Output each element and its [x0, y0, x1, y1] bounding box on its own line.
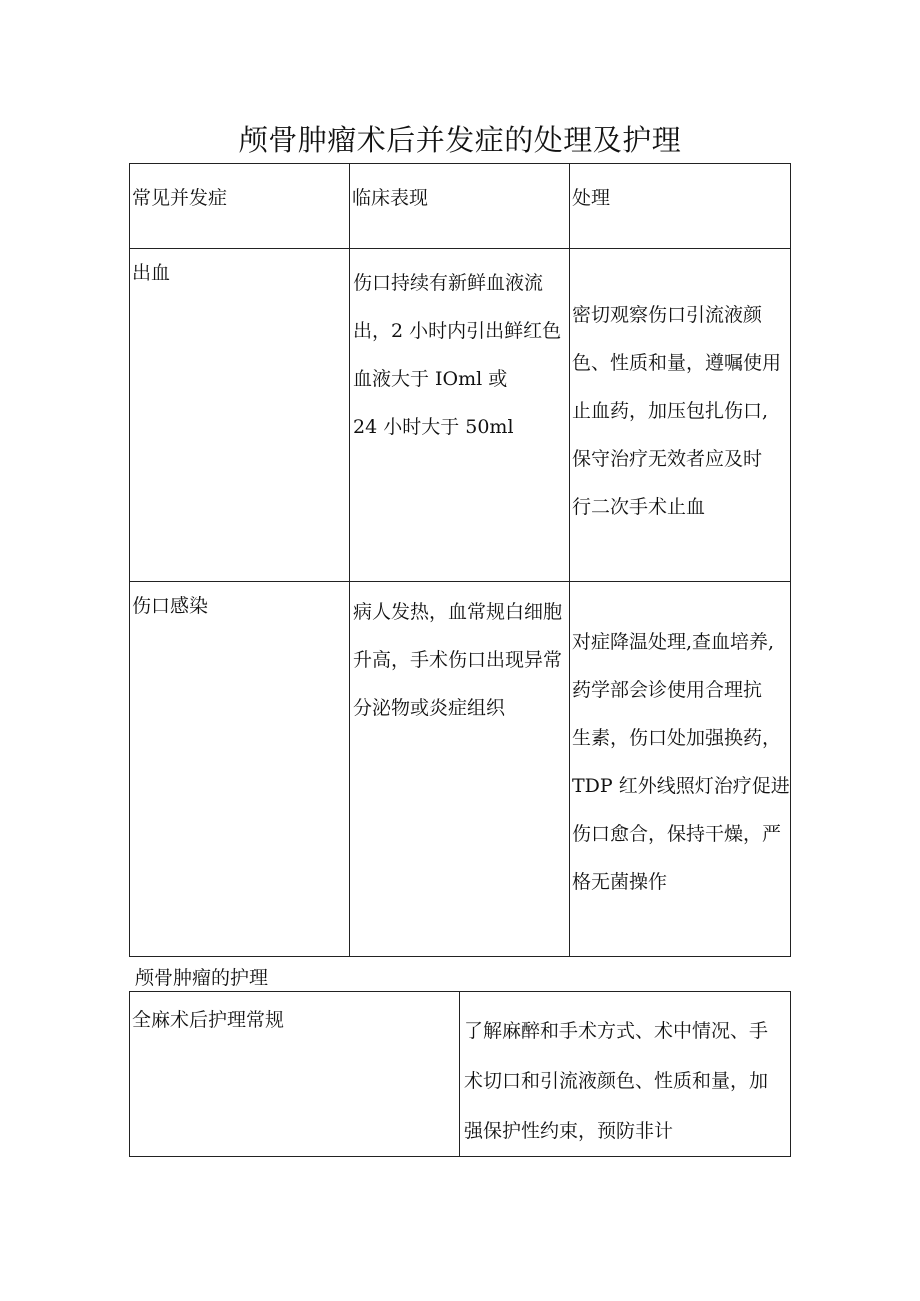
nursing-row	[130, 992, 791, 1157]
symptom-line: 24 小时大于 50ml	[353, 416, 514, 438]
symptoms-cell	[350, 249, 570, 582]
complication-name: 出血	[130, 249, 350, 582]
nursing-section-title: 颅骨肿瘤的护理	[135, 967, 269, 989]
treatment-line: TDP 红外线照灯治疗促进	[572, 775, 790, 797]
table-header-row	[130, 164, 791, 249]
symptom-line: 病人发热，血常规白细胞	[353, 601, 563, 623]
treatment-line: 对症降温处理,查血培养,	[572, 631, 775, 653]
table-row-bleeding	[130, 249, 791, 582]
treatment-line: 行二次手术止血	[572, 496, 706, 518]
treatment-line: 生素，伤口处加强换药，	[572, 727, 782, 749]
treatment-line: 止血药，加压包扎伤口,	[572, 400, 769, 422]
complication-name: 伤口感染	[130, 582, 350, 957]
complications-table	[129, 163, 791, 957]
header-treatment: 处理	[570, 164, 791, 249]
symptom-line: 分泌物或炎症组织	[353, 697, 506, 719]
nursing-table	[129, 991, 791, 1157]
symptoms-cell	[350, 582, 570, 957]
page-title: 颅骨肿瘤术后并发症的处理及护理	[238, 123, 682, 157]
header-symptoms: 临床表现	[350, 164, 570, 249]
treatment-line: 保守治疗无效者应及时	[572, 448, 763, 470]
nursing-content-line: 术切口和引流液颜色、性质和量，加	[464, 1070, 769, 1092]
symptom-line: 升高，手术伤口出现异常	[353, 649, 563, 671]
symptom-line: 血液大于 IOml 或	[353, 368, 508, 390]
symptom-line: 伤口持续有新鲜血液流	[353, 272, 544, 294]
nursing-item: 全麻术后护理常规	[130, 992, 460, 1157]
treatment-line: 药学部会诊使用合理抗	[572, 679, 763, 701]
table-row-infection	[130, 582, 791, 957]
treatment-line: 伤口愈合，保持干燥，严	[572, 823, 782, 845]
nursing-content	[460, 992, 791, 1157]
treatment-line: 色、性质和量，遵嘱使用	[572, 352, 782, 374]
treatment-line: 密切观察伤口引流液颜	[572, 304, 763, 326]
treatment-cell	[570, 582, 791, 957]
nursing-content-line: 强保护性约束，预防非计	[464, 1120, 674, 1142]
nursing-content-line: 了解麻醉和手术方式、术中情况、手	[464, 1020, 769, 1042]
header-complication: 常见并发症	[130, 164, 350, 249]
treatment-line: 格无菌操作	[572, 871, 668, 893]
symptom-line: 出，2 小时内引出鲜红色	[353, 320, 562, 342]
treatment-cell	[570, 249, 791, 582]
